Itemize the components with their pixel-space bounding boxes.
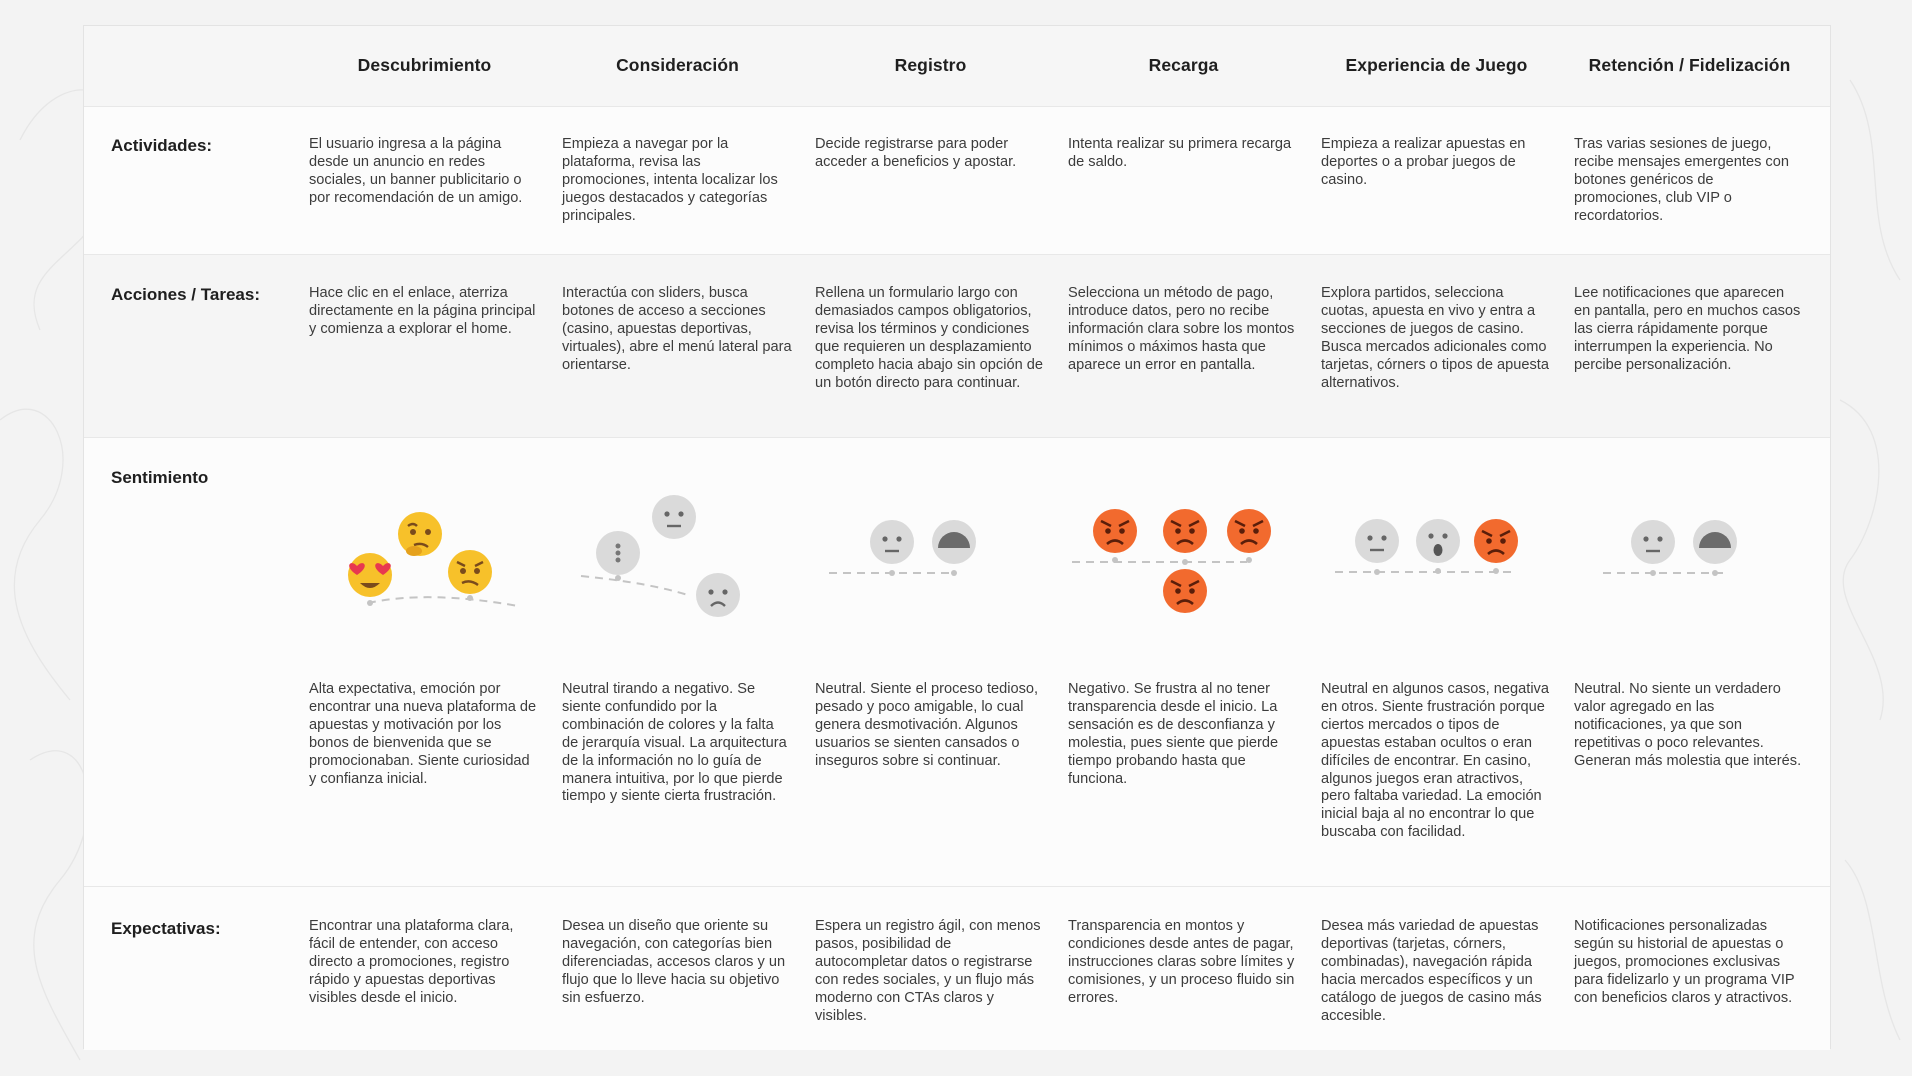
cell-acciones-6: Lee notificaciones que aparecen en pantalla, pero en muchos casos las cierra rápidamente porque interrumpen la experiencia. No percibe personalización. <box>1574 285 1801 373</box>
emotion-graph-experiencia <box>1310 438 1563 628</box>
cell-sentimiento-1: Alta expectativa, emoción por encontrar una nueva plataforma de apuestas y motivación por los bonos de bienvenida que se promocionaban. Siente curiosidad y confianza inicial. <box>309 681 537 787</box>
column-title-registro: Registro <box>894 55 967 75</box>
cell-actividades-5: Empieza a realizar apuestas en deportes o a probar juegos de casino. <box>1321 136 1526 188</box>
neutral-emoji-icon <box>870 520 914 564</box>
emotion-graph-recarga <box>1057 438 1310 628</box>
row-sentimiento <box>84 438 1830 887</box>
heart-eyes-emoji-icon <box>348 553 392 597</box>
row-label-actividades: Actividades: <box>111 136 213 155</box>
row-expectativas <box>84 887 1830 1050</box>
cell-actividades-2: Empieza a navegar por la plataforma, revisa las promociones, intenta localizar los juegos destacados y categorías principales. <box>562 136 778 224</box>
column-title-descubrimiento: Descubrimiento <box>357 55 492 75</box>
emotion-graph-consideracion <box>551 438 804 628</box>
row-actividades <box>84 107 1830 255</box>
journey-map-board <box>83 25 1831 1049</box>
cell-expectativas-5: Desea más variedad de apuestas deportivas (tarjetas, córners, combinadas), navegación rápida hacia mercados específicos y un catálogo de juegos de casino más accesible. <box>1321 918 1542 1024</box>
row-label-acciones: Acciones / Tareas: <box>111 285 260 304</box>
neutral-emoji-icon <box>652 495 696 539</box>
cell-expectativas-2: Desea un diseño que oriente su navegación, con categorías bien diferenciadas, accesos claros y un flujo que lo lleve hacia su objetivo sin esfuerzo. <box>562 918 786 1006</box>
emotion-graph-registro <box>804 438 1057 628</box>
cell-sentimiento-2: Neutral tirando a negativo. Se siente confundido por la combinación de colores y la falta de jerarquía visual. La arquitectura de la información no lo guía de manera intuitiva, por lo que pierde tiempo y siente cierta frustración. <box>562 681 787 805</box>
cell-actividades-1: El usuario ingresa a la página desde un anuncio en redes sociales, un banner publicitario o por recomendación de un amigo. <box>309 136 523 206</box>
angry-emoji-icon <box>1474 519 1518 563</box>
column-title-consideracion: Consideración <box>616 55 739 75</box>
neutral-emoji-icon <box>1631 520 1675 564</box>
column-title-retencion: Retención / Fidelización <box>1588 55 1791 75</box>
cell-acciones-2: Interactúa con sliders, busca botones de acceso a secciones (casino, apuestas deportivas, virtuales), abre el menú lateral para orientarse. <box>562 285 792 373</box>
row-label-sentimiento: Sentimiento <box>111 468 209 487</box>
row-acciones <box>84 255 1830 438</box>
cell-sentimiento-4: Negativo. Se frustra al no tener transparencia desde el inicio. La sensación es de desconfianza y molestia, pues siente que pierde tiempo probando hasta que funciona. <box>1068 681 1279 787</box>
column-title-experiencia: Experiencia de Juego <box>1345 55 1528 75</box>
angry-emoji-icon <box>1163 509 1207 553</box>
header-row <box>84 26 1830 107</box>
emotion-graph-descubrimiento <box>298 438 551 628</box>
cell-acciones-4: Selecciona un método de pago, introduce datos, pero no recibe información clara sobre los montos mínimos o máximos hasta que aparece un error en pantalla. <box>1068 285 1295 373</box>
cell-sentimiento-5: Neutral en algunos casos, negativa en otros. Siente frustración porque ciertos mercados o tipos de apuestas estaban ocultos o eran difíciles de encontrar. En casino, algunos juegos eran atractivos, pero faltaba variedad. La emoción inicial baja al no encontrar lo que buscaba con facilidad. <box>1321 681 1549 841</box>
neutral-emoji-icon <box>1355 519 1399 563</box>
cell-sentimiento-6: Neutral. No siente un verdadero valor agregado en las notificaciones, ya que son repetitivas o poco relevantes. Generan más molestia que interés. <box>1574 681 1802 769</box>
cell-acciones-5: Explora partidos, selecciona cuotas, apuesta en vivo y entra a secciones de juegos de casino. Busca mercados adicionales como tarjetas, córners o tipos de apuesta alternativos. <box>1321 285 1549 391</box>
worried-emoji-icon <box>448 550 492 594</box>
cell-sentimiento-3: Neutral. Siente el proceso tedioso, pesado y poco amigable, lo cual genera desmotivación. Algunos usuarios se sienten cansados o inseguros sobre si continuar. <box>815 681 1039 769</box>
face-hidden-emoji-icon <box>1693 520 1737 564</box>
face-hidden-emoji-icon <box>932 520 976 564</box>
cell-actividades-3: Decide registrarse para poder acceder a beneficios y apostar. <box>815 136 1017 170</box>
column-title-recarga: Recarga <box>1148 55 1219 75</box>
angry-emoji-icon <box>1227 509 1271 553</box>
cell-acciones-1: Hace clic en el enlace, aterriza directamente en la página principal y comienza a explorar el home. <box>309 285 536 337</box>
sad-emoji-icon <box>696 573 740 617</box>
row-label-expectativas: Expectativas: <box>111 919 221 938</box>
cell-actividades-4: Intenta realizar su primera recarga de saldo. <box>1068 136 1292 170</box>
angry-emoji-icon <box>1163 569 1207 613</box>
cell-actividades-6: Tras varias sesiones de juego, recibe mensajes emergentes con botones genéricos de promociones, club VIP o recordatorios. <box>1574 136 1789 224</box>
cell-expectativas-1: Encontrar una plataforma clara, fácil de entender, con acceso directo a promociones, registro rápido y apuestas deportivas visibles desde el inicio. <box>309 918 514 1006</box>
cell-acciones-3: Rellena un formulario largo con demasiados campos obligatorios, revisa los términos y condiciones que requieren un desplazamiento completo hacia abajo sin opción de un botón directo para continuar. <box>815 285 1043 391</box>
thinking-dots-emoji-icon <box>596 531 640 575</box>
cell-expectativas-3: Espera un registro ágil, con menos pasos, posibilidad de autocompletar datos o registrarse con redes sociales, y un flujo más moderno con CTAs claros y visibles. <box>815 918 1041 1024</box>
cell-expectativas-6: Notificaciones personalizadas según su historial de apuestas o juegos, promociones exclusivas para fidelizarlo y un programa VIP con beneficios claros y atractivos. <box>1574 918 1795 1006</box>
cell-expectativas-4: Transparencia en montos y condiciones desde antes de pagar, instrucciones claras sobre límites y comisiones, y un proceso fluido sin errores. <box>1068 918 1295 1006</box>
angry-emoji-icon <box>1093 509 1137 553</box>
surprised-emoji-icon <box>1416 519 1460 563</box>
emotion-graph-retencion <box>1563 438 1816 628</box>
thinking-emoji-icon <box>398 512 442 556</box>
